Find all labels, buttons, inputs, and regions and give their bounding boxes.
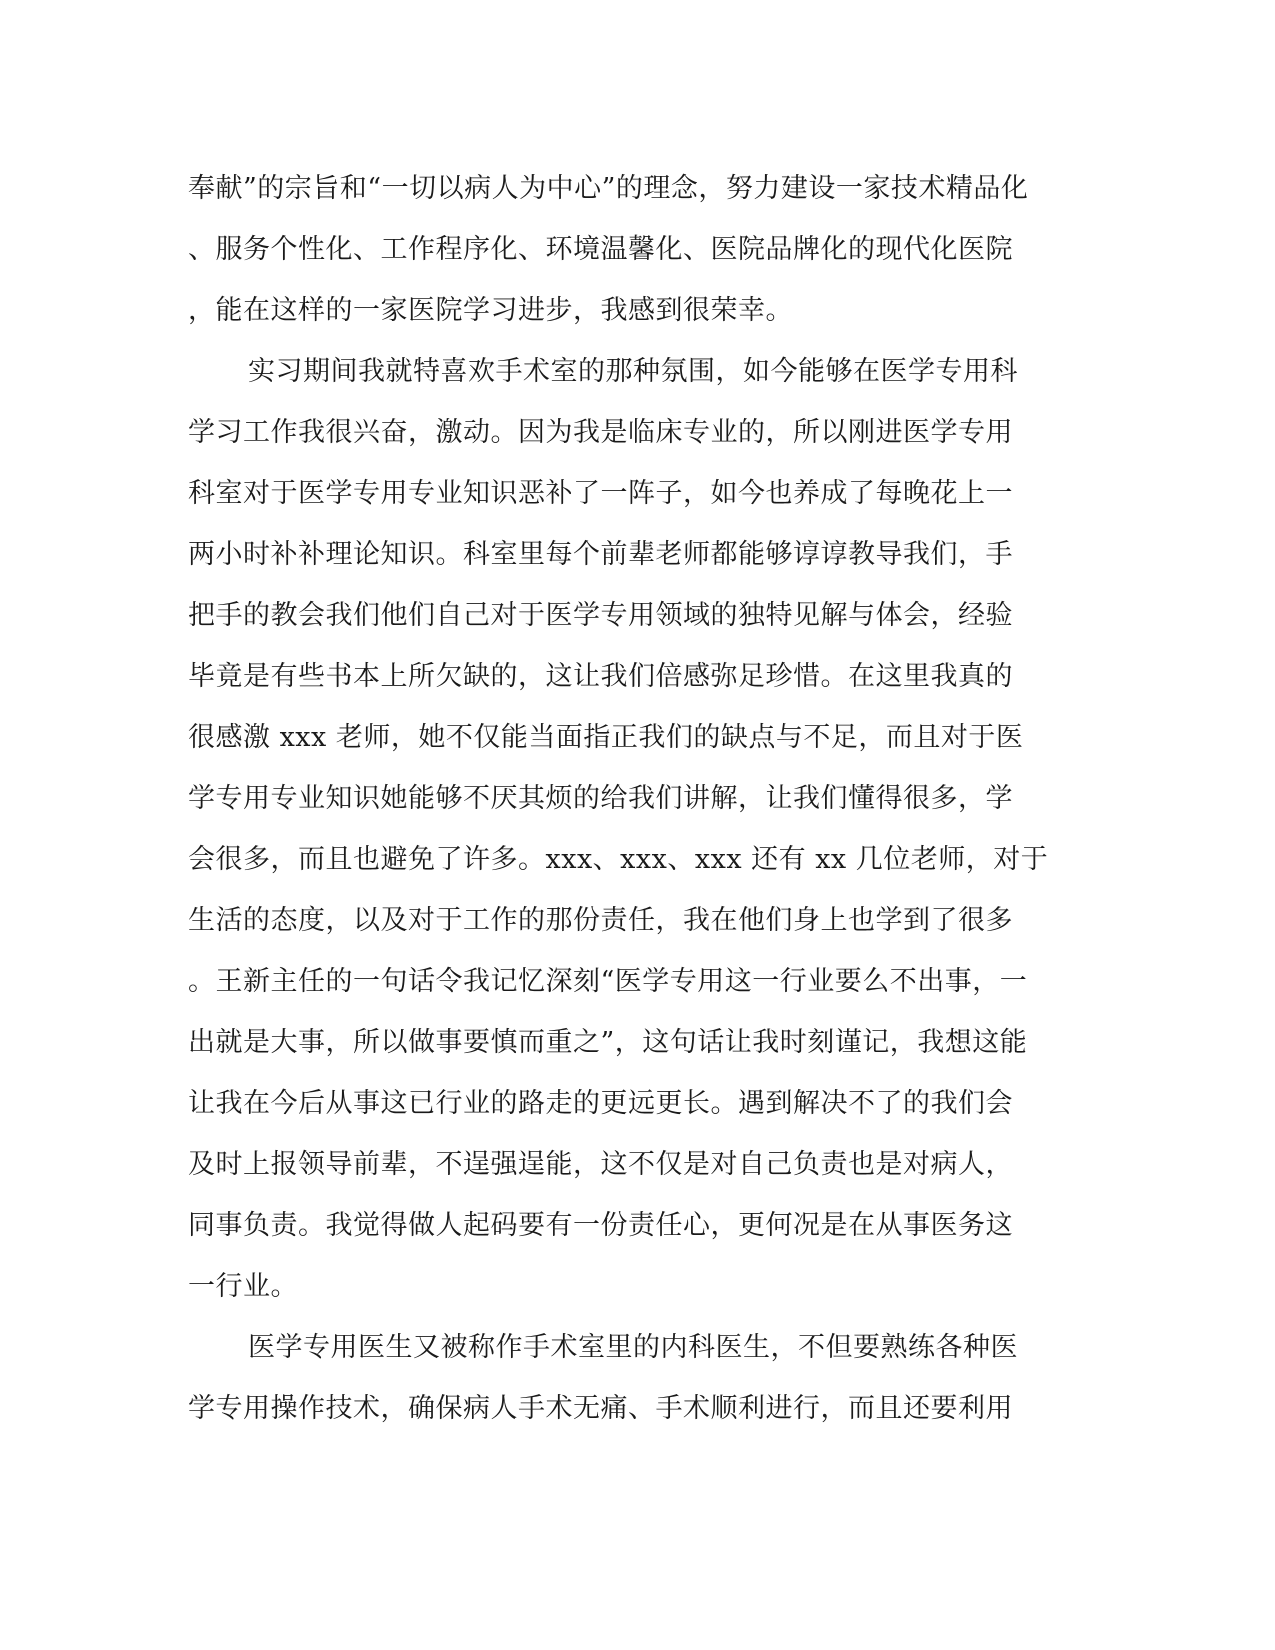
text-line-15: 出就是大事，所以做事要慎而重之”，这句话让我时刻谨记，我想这能 xyxy=(188,1027,1028,1058)
text-line-17: 及时上报领导前辈，不逞强逞能，这不仅是对自己负责也是对病人， xyxy=(188,1149,1013,1180)
body-text xyxy=(188,158,1088,1439)
text-line-8: 把手的教会我们他们自己对于医学专用领域的独特见解与体会，经验 xyxy=(188,600,1013,631)
text-line-7: 两小时补补理论知识。科室里每个前辈老师都能够谆谆教导我们，手 xyxy=(188,539,1013,570)
text-line-9: 毕竟是有些书本上所欠缺的，这让我们倍感弥足珍惜。在这里我真的 xyxy=(188,661,1013,692)
text-line-10: 很感激 xxx 老师，她不仅能当面指正我们的缺点与不足，而且对于医 xyxy=(188,722,1024,753)
text-line-20: 医学专用医生又被称作手术室里的内科医生，不但要熟练各种医 xyxy=(248,1332,1018,1363)
text-line-14: 。王新主任的一句话令我记忆深刻“医学专用这一行业要么不出事，一 xyxy=(188,966,1028,997)
text-line-16: 让我在今后从事这已行业的路走的更远更长。遇到解决不了的我们会 xyxy=(188,1088,1013,1119)
text-line-1: 奉献”的宗旨和“一切以病人为中心”的理念，努力建设一家技术精品化 xyxy=(188,173,1029,204)
text-line-11: 学专用专业知识她能够不厌其烦的给我们讲解，让我们懂得很多，学 xyxy=(188,783,1013,814)
text-line-19: 一行业。 xyxy=(188,1271,298,1302)
text-line-2: 、服务个性化、工作程序化、环境温馨化、医院品牌化的现代化医院 xyxy=(188,234,1013,265)
text-line-18: 同事负责。我觉得做人起码要有一份责任心，更何况是在从事医务这 xyxy=(188,1210,1013,1241)
text-line-6: 科室对于医学专用专业知识恶补了一阵子，如今也养成了每晚花上一 xyxy=(188,478,1013,509)
text-line-13: 生活的态度，以及对于工作的那份责任，我在他们身上也学到了很多 xyxy=(188,905,1013,936)
text-line-5: 学习工作我很兴奋，激动。因为我是临床专业的，所以刚进医学专用 xyxy=(188,417,1013,448)
text-line-12: 会很多，而且也避免了许多。xxx、xxx、xxx 还有 xx 几位老师，对于 xyxy=(188,844,1049,875)
text-line-21: 学专用操作技术，确保病人手术无痛、手术顺利进行，而且还要利用 xyxy=(188,1393,1013,1424)
text-line-4: 实习期间我就特喜欢手术室的那种氛围，如今能够在医学专用科 xyxy=(248,356,1018,387)
text-line-3: ，能在这样的一家医院学习进步，我感到很荣幸。 xyxy=(188,295,793,326)
